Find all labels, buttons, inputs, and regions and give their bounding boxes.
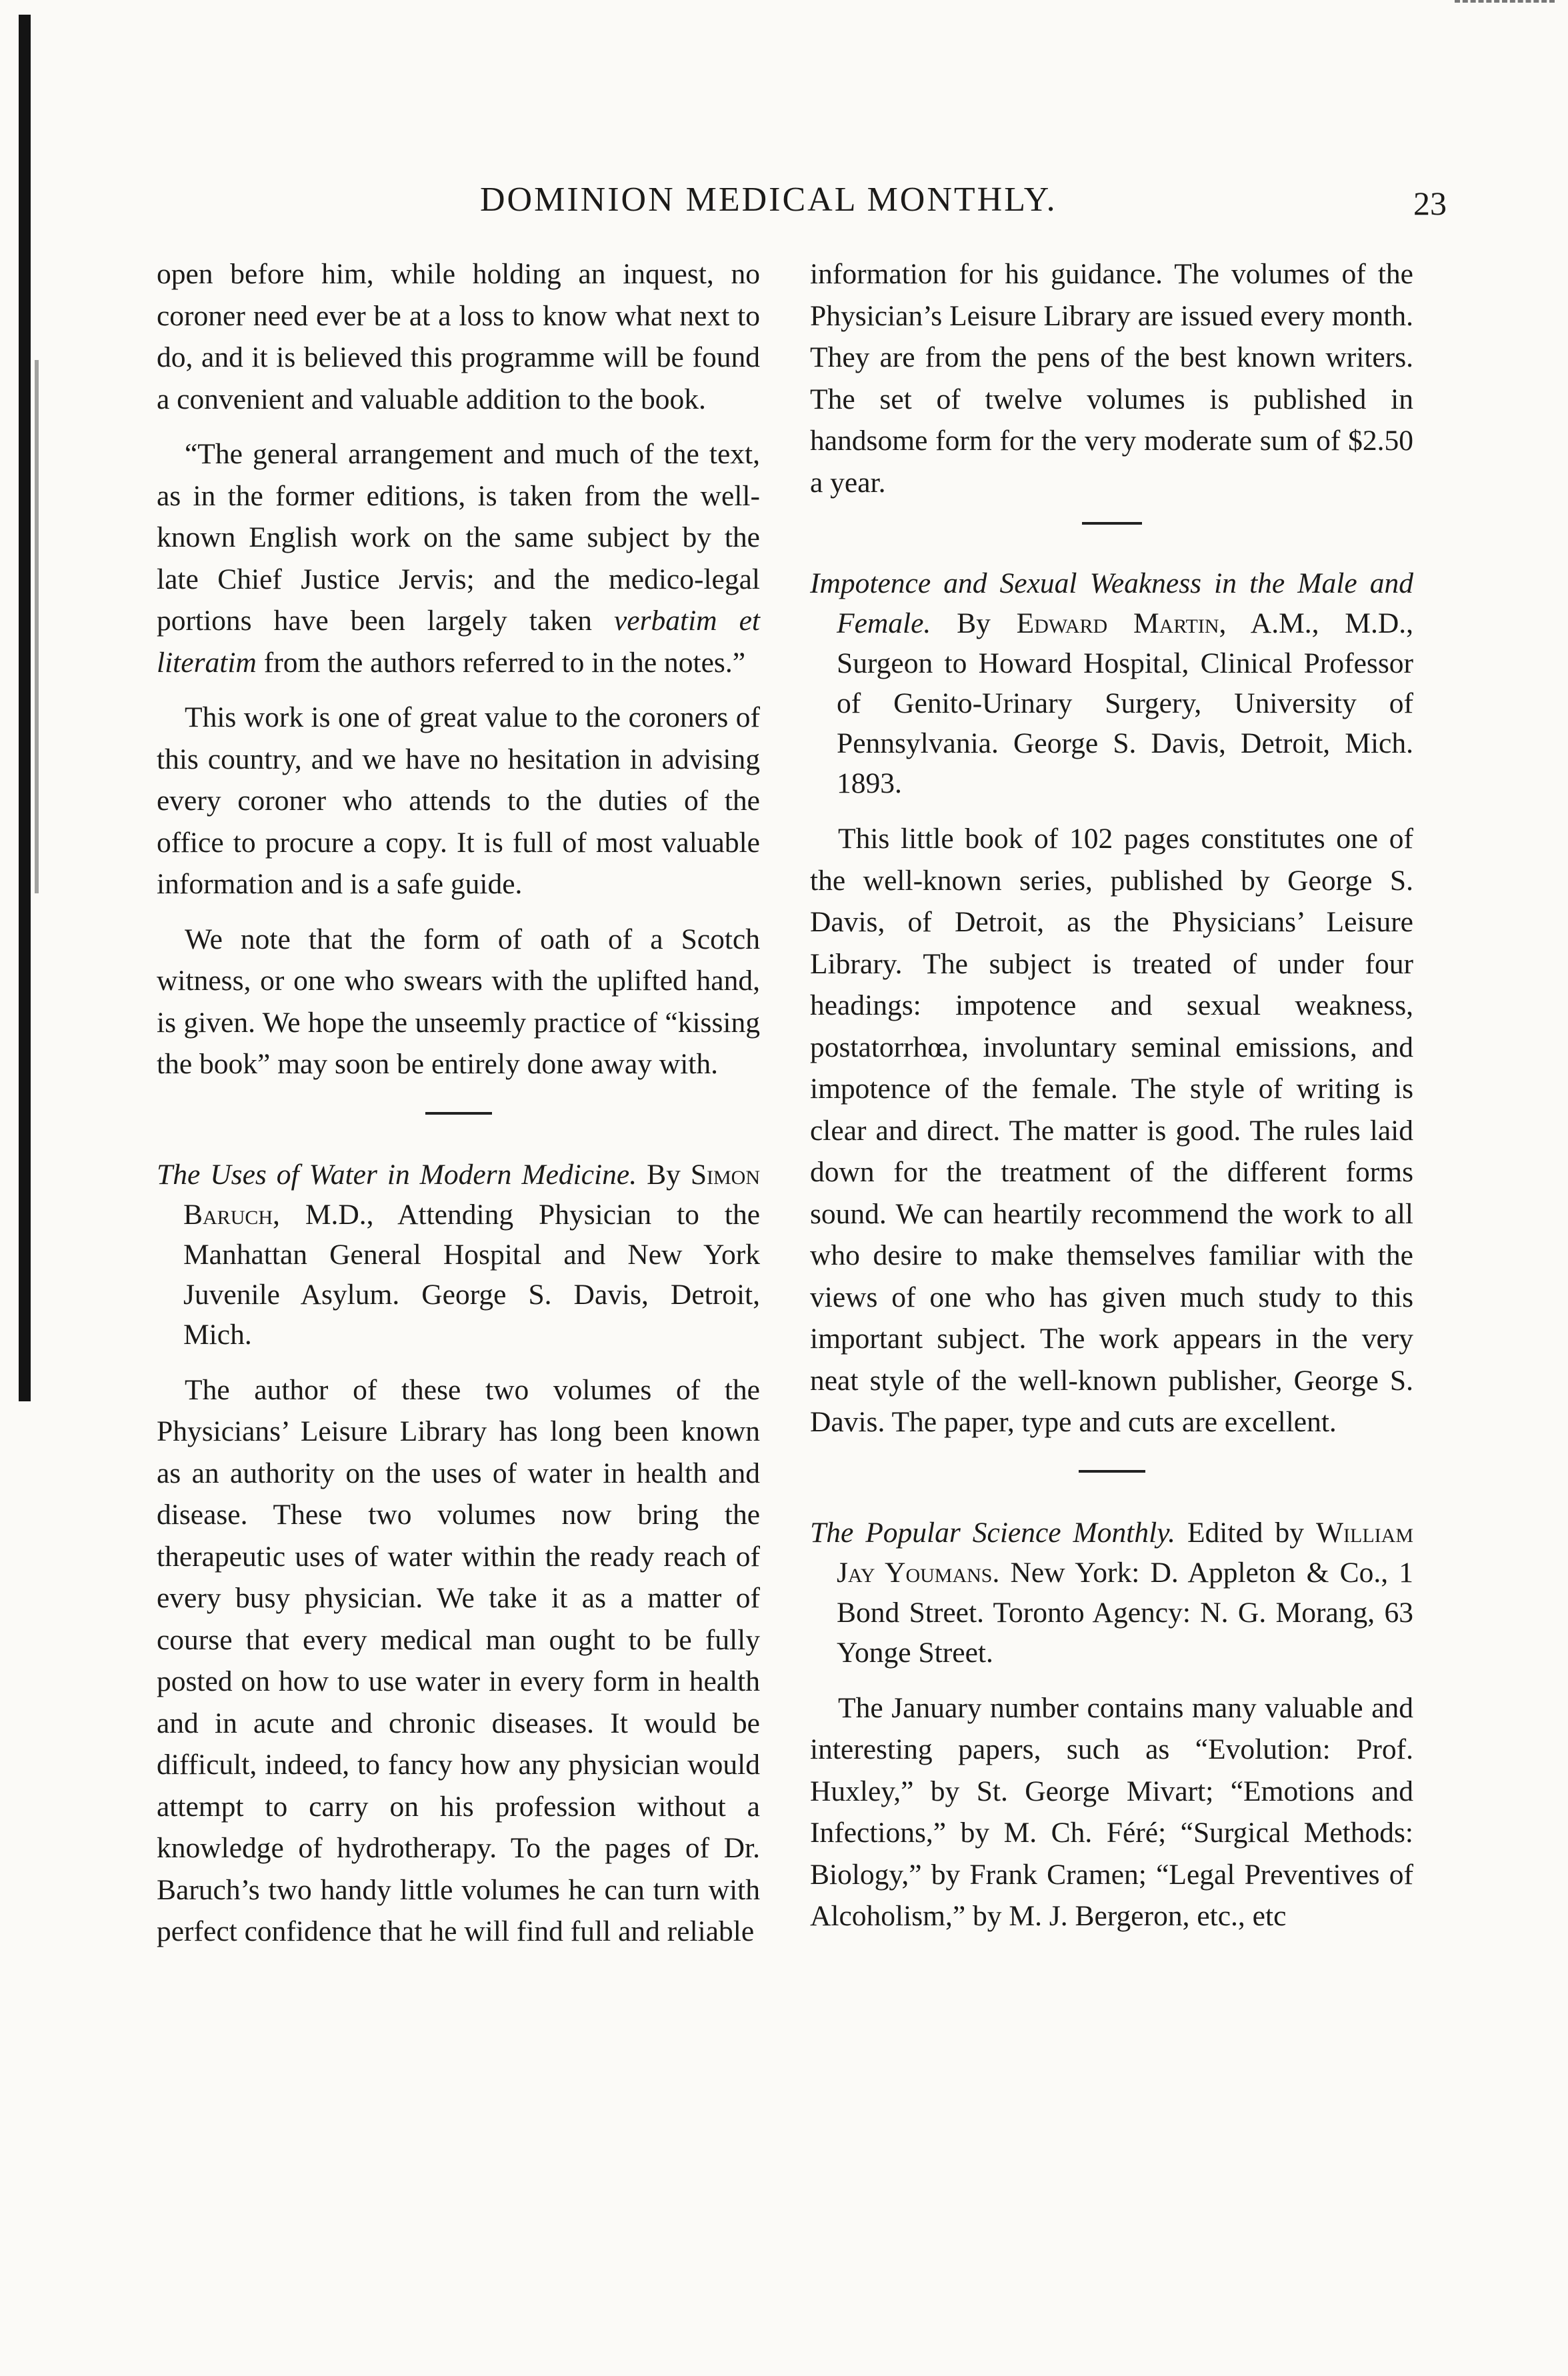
paragraph-quote xyxy=(157,433,760,683)
review-heading xyxy=(157,1155,760,1355)
review-author: William Jay Youmans xyxy=(837,1516,1413,1589)
review-details: , M.D., Attending Physician to the Manhattan General Hospital and New York Juvenile Asylum. George S. Davis, Detroit, Mich. xyxy=(183,1198,760,1351)
section-divider xyxy=(1079,1470,1145,1473)
scan-binding-edge xyxy=(19,15,31,1401)
section-divider xyxy=(425,1112,492,1115)
left-column xyxy=(157,253,760,1966)
running-head xyxy=(173,180,1447,233)
section-divider xyxy=(1082,522,1142,525)
review-by: By xyxy=(647,1158,691,1191)
review-details: , A.M., M.D., Surgeon to Howard Hospital, Clinical Professor of Genito-Urinary Surgery, University of Pennsylvania. George S. Davis, Detroit, Mich. 1893. xyxy=(837,607,1413,799)
page-number: 23 xyxy=(1413,185,1447,222)
paragraph: open before him, while holding an inquest, no coroner need ever be at a loss to know what next to do, and it is believed this programme will be found a convenient and valuable addition to the book. xyxy=(157,258,760,415)
text-run: from the authors referred to in the notes.” xyxy=(256,646,746,679)
review-heading xyxy=(810,563,1413,803)
paragraph: This little book of 102 pages constitutes one of the well-known series, published by George S. Davis, of Detroit, as the Physicians’ Leisure Library. The subject is treated of under four headings: impotence and sexual weakness, postatorrhœa, involuntary seminal emissions, and impotence of the female. The style of writing is clear and direct. The matter is good. The rules laid down for the treatment of the different forms sound. We can heartily recommend the work to all who desire to make themselves familiar with the views of one who has given much study to this important subject. The work appears in the very neat style of the well-known publisher, George S. Davis. The paper, type and cuts are excellent. xyxy=(810,823,1413,1438)
review-heading xyxy=(810,1513,1413,1673)
italic-phrase: verbatim et literatim xyxy=(157,605,760,679)
paragraph: This work is one of great value to the coroners of this country, and we have no hesitation in advising every coroner who attends to the duties of the office to procure a copy. It is full of most valuable information and is a safe guide. xyxy=(157,701,760,900)
review-by: Edited by xyxy=(1175,1516,1316,1549)
journal-title: DOMINION MEDICAL MONTHLY. xyxy=(480,181,1057,219)
right-column xyxy=(810,253,1413,1951)
review-by: By xyxy=(931,607,1017,639)
review-title: Impotence and Sexual Weakness in the Male and Female. xyxy=(810,567,1413,639)
paragraph: We note that the form of oath of a Scotch witness, or one who swears with the uplifted hand, is given. We hope the unseemly practice of “kissing the book” may soon be entirely done away with. xyxy=(157,923,760,1080)
paragraph: information for his guidance. The volumes of the Physician’s Leisure Library are issued every month. They are from the pens of the best known writers. The set of twelve volumes is published in handsome form for the very moderate sum of $2.50 a year. xyxy=(810,258,1413,499)
paragraph: The January number contains many valuable and interesting papers, such as “Evolution: Prof. Huxley,” by St. George Mivart; “Emotions and Infections,” by M. Ch. Féré; “Surgical Methods: Biology,” by Frank Cramen; “Legal Preventives of Alcoholism,” by M. J. Bergeron, etc., etc xyxy=(810,1691,1413,1932)
review-title: The Popular Science Monthly. xyxy=(810,1516,1175,1549)
review-details: . New York: D. Appleton & Co., 1 Bond Street. Toronto Agency: N. G. Morang, 63 Yonge Street. xyxy=(837,1556,1413,1669)
scan-binding-shadow xyxy=(35,360,39,893)
review-title: The Uses of Water in Modern Medicine. xyxy=(157,1158,637,1191)
text-run: “The general arrangement and much of the text, as in the former editions, is taken from the well-known English work on the same subject by the late Chief Justice Jervis; and the medico-legal portions have been largely taken xyxy=(157,438,760,637)
review-author: Edward Martin xyxy=(1016,607,1219,639)
review-author: Simon Baruch xyxy=(183,1158,761,1231)
scan-corner-mark xyxy=(1455,0,1555,5)
paragraph: The author of these two volumes of the Physicians’ Leisure Library has long been known as an authority on the uses of water in health and disease. These two volumes now bring the therapeutic uses of water within the ready reach of every busy physician. We take it as a matter of course that every medical man ought to be fully posted on how to use water in every form in health and in acute and chronic diseases. It would be difficult, indeed, to fancy how any physician would attempt to carry on his profession without a knowledge of hydrotherapy. To the pages of Dr. Baruch’s two handy little volumes he can turn with perfect confidence that he will find full and reliable xyxy=(157,1373,760,1947)
